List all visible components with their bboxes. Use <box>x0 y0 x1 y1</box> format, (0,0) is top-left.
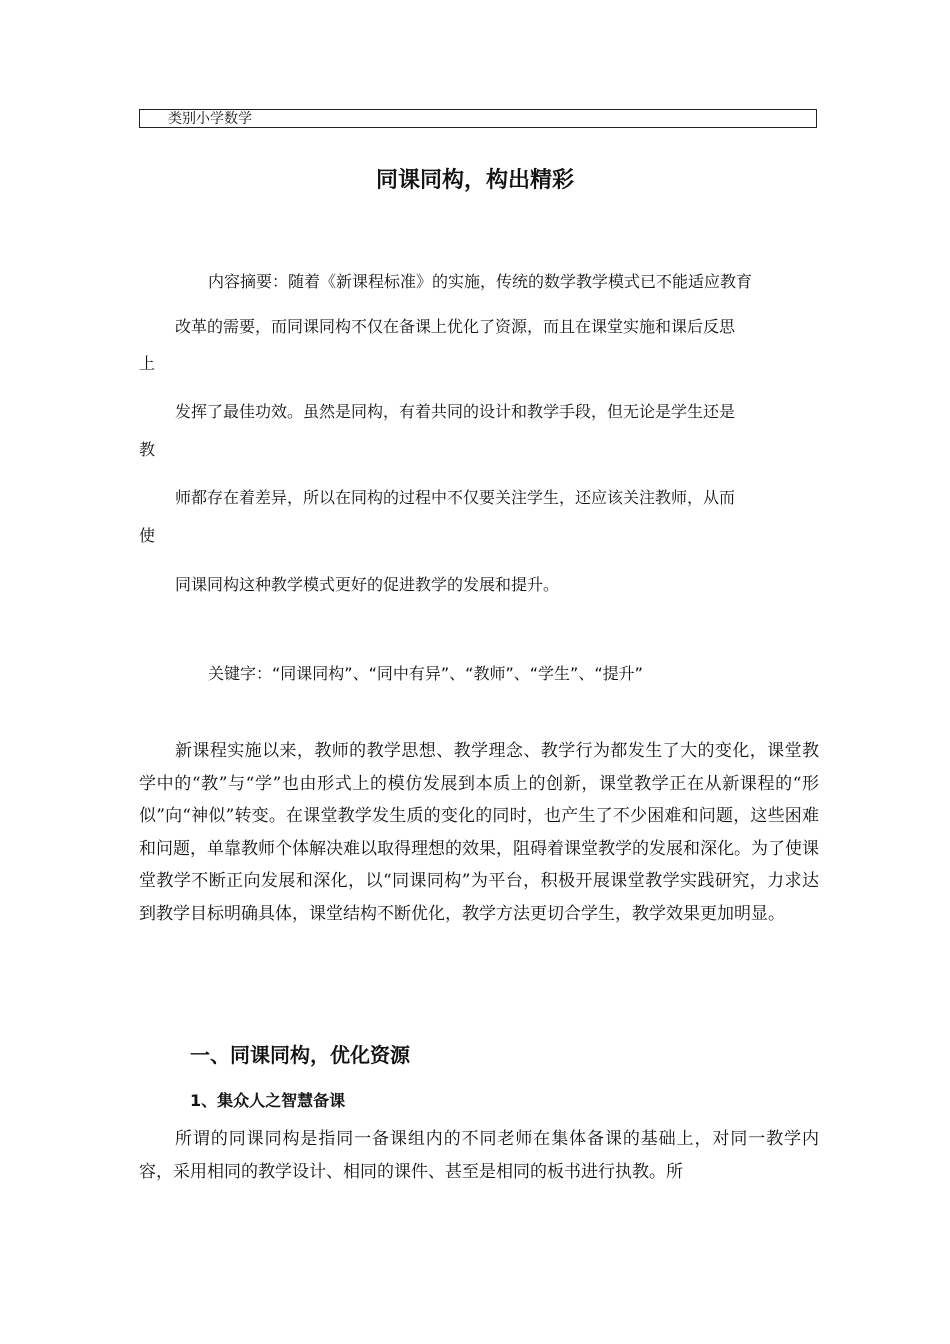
abstract-line: 同课同构这种教学模式更好的促进教学的发展和提升。 <box>175 575 560 594</box>
abstract-line: 发挥了最佳功效。虽然是同构，有着共同的设计和教学手段，但无论是学生还是 <box>175 402 736 421</box>
abstract-line: 内容摘要：随着《新课程标准》的实施，传统的数学教学模式已不能适应教育 <box>208 272 753 291</box>
abstract-line: 使 <box>139 526 156 545</box>
intro-paragraph: 新课程实施以来，教师的教学思想、教学理念、教学行为都发生了大的变化，课堂教学中的“教”与“学”也由形式上的模仿发展到本质上的创新，课堂教学正在从新课程的“形似”向“神似”转变。在课堂教学发生质的变化的同时，也产生了不少困难和问题，这些困难和问题，单靠教师个体解决难以取得理想的效果，阻碍着课堂教学的发展和深化。为了使课堂教学不断正向发展和深化，以“同课同构”为平台，积极开展课堂教学实践研究，力求达到教学目标明确具体，课堂结构不断优化，教学方法更切合学生，教学效果更加明显。 <box>139 741 819 924</box>
abstract-line: 师都存在着差异，所以在同构的过程中不仅要关注学生，还应该关注教师，从而 <box>175 488 736 507</box>
keywords: 关键字：“同课同构”、“同中有异”、“教师”、“学生”、“提升” <box>208 664 643 683</box>
section-paragraph: 所谓的同课同构是指同一备课组内的不同老师在集体备课的基础上，对同一教学内容，采用相同的教学设计、相同的课件、甚至是相同的板书进行执教。所 <box>139 1129 819 1182</box>
category-label: 类别小学数学 <box>168 111 252 127</box>
page-title: 同课同构，构出精彩 <box>375 168 574 193</box>
abstract-line: 教 <box>139 440 156 459</box>
abstract-line: 上 <box>139 354 156 373</box>
abstract-line: 改革的需要，而同课同构不仅在备课上优化了资源，而且在课堂实施和课后反思 <box>175 317 736 336</box>
section-heading: 一、同课同构，优化资源 <box>190 1043 410 1067</box>
subsection-heading: 1、集众人之智慧备课 <box>190 1091 346 1110</box>
